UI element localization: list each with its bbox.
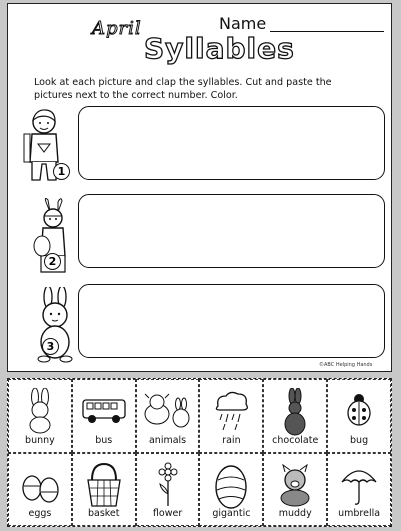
cutout-cards-grid <box>7 378 392 527</box>
card-word: animals <box>148 434 187 446</box>
card-eggs[interactable] <box>8 453 72 527</box>
row-number-3: 3 <box>42 338 59 355</box>
card-chocolate[interactable] <box>263 379 327 453</box>
card-umbrella[interactable] <box>327 453 391 527</box>
card-flower[interactable] <box>136 453 200 527</box>
card-word: flower <box>152 508 183 519</box>
card-word: bus <box>95 434 113 446</box>
row-number-2: 2 <box>44 253 61 270</box>
animals-icon <box>141 388 195 434</box>
page-title: Syllables <box>144 32 295 65</box>
month-title: April <box>92 18 142 39</box>
worksheet <box>7 3 392 372</box>
name-label: Name <box>219 14 267 33</box>
card-gigantic[interactable] <box>199 453 263 527</box>
answer-box-3[interactable] <box>78 284 385 358</box>
card-word: gigantic <box>212 508 251 519</box>
card-basket[interactable] <box>72 453 136 527</box>
chocolate-bunny-icon <box>277 388 313 436</box>
card-word: umbrella <box>338 508 381 519</box>
card-muddy[interactable] <box>263 453 327 527</box>
card-word: bug <box>350 434 369 446</box>
card-word: muddy <box>278 508 312 519</box>
card-bus[interactable] <box>72 379 136 453</box>
eggs-icon <box>18 462 62 506</box>
card-word: bunny <box>25 434 55 446</box>
instructions: Look at each picture and clap the syllables. Cut and paste the pictures next to the correct number. Color. <box>34 77 332 101</box>
card-word: rain <box>222 434 241 446</box>
bus-icon <box>81 388 127 428</box>
card-word: basket <box>87 508 120 519</box>
umbrella-icon <box>339 462 379 508</box>
giant-egg-icon <box>213 462 249 510</box>
basket-icon <box>83 462 125 508</box>
copyright: ©ABC Helping Hands <box>319 362 373 368</box>
answer-box-2[interactable] <box>78 194 385 268</box>
muddy-pig-icon <box>275 462 315 508</box>
flower-icon <box>153 462 183 508</box>
rain-cloud-icon <box>210 388 252 434</box>
name-write-line[interactable] <box>270 31 384 32</box>
ladybug-icon <box>341 388 377 430</box>
card-animals[interactable] <box>136 379 200 453</box>
card-word: chocolate <box>272 434 319 446</box>
bunny-icon <box>20 388 60 434</box>
card-bug[interactable] <box>327 379 391 453</box>
card-rain[interactable] <box>199 379 263 453</box>
card-word: eggs <box>28 508 52 519</box>
row-number-1: 1 <box>53 163 70 180</box>
card-bunny[interactable] <box>8 379 72 453</box>
answer-box-1[interactable] <box>78 106 385 180</box>
